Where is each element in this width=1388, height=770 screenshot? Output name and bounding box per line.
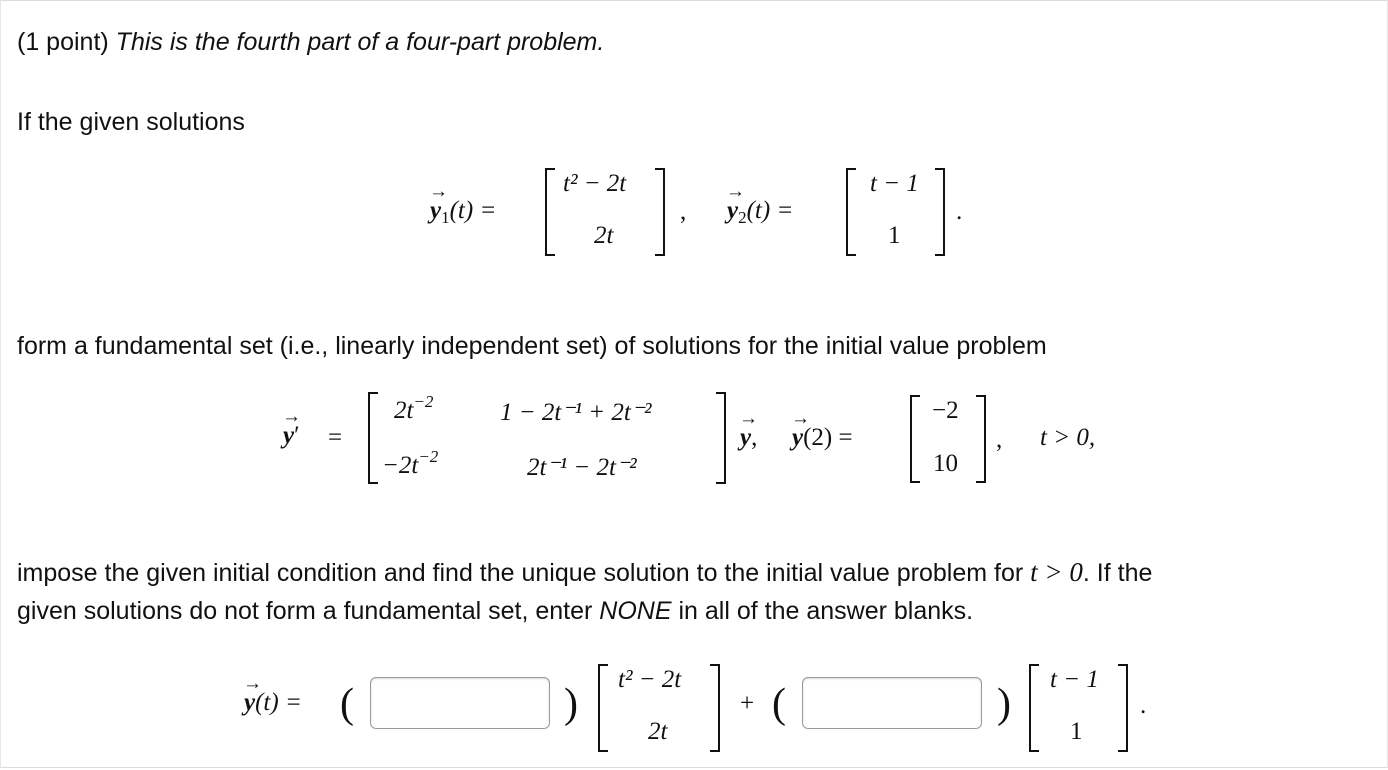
none-keyword: NONE [599,597,672,625]
fundamental-set-text: form a fundamental set (i.e., linearly independent set) of solutions for the initial value problem [17,332,1047,360]
answer-v1-left-bracket [598,664,608,752]
y2-bottom-entry: 1 [888,222,901,249]
answer-right-paren-1: ) [564,681,578,727]
system-equals: = [328,424,343,451]
y2-subscript: 2 [738,208,747,227]
y1-bottom-entry: 2t [594,222,614,249]
y1-vector-symbol: → y [430,197,441,225]
y1-top-entry: t² − 2t [563,170,627,197]
answer-period: . [1140,692,1147,719]
coefficient-1-input[interactable] [370,677,550,729]
y2-vector-symbol: → y [727,197,738,225]
matrix-a11: $2t^{-2}$ [394,392,434,424]
y1-argument: (t) = [449,197,497,224]
intro-text: This is the fourth part of a four-part problem. [115,28,605,56]
ic-bottom-entry: 10 [933,450,958,477]
ic-right-bracket [976,395,986,483]
answer-v2-top: t − 1 [1050,666,1099,693]
impose-text-line2: given solutions do not form a fundamental set, enter NONE in all of the answer blanks. [17,597,974,625]
coefficient-2-input[interactable] [802,677,982,729]
y2-argument: (t) = [746,197,794,224]
system-rhs-vector: → y [740,424,751,452]
answer-left-paren-2: ( [772,681,786,727]
answer-v1-bottom: 2t [648,718,668,745]
answer-v1-top: t² − 2t [618,666,682,693]
matrix-a21: $-2t^{-2}$ [382,447,439,479]
answer-v2-bottom: 1 [1070,718,1083,745]
impose-text-line1: impose the given initial condition and find the unique solution to the initial value problem for t > 0. If the [17,557,1153,587]
answer-left-paren-1: ( [340,681,354,727]
solutions-comma: , [680,198,687,225]
y2-right-bracket [935,168,945,256]
answer-v2-left-bracket [1029,664,1039,752]
matrix-a22: 2t⁻¹ − 2t⁻² [527,454,637,481]
initial-condition-vector: → y [792,424,803,452]
matrix-right-bracket [716,392,726,484]
y2-left-bracket [846,168,856,256]
t-positive-inline: t > 0 [1030,557,1083,587]
system-lhs-vector: → y [283,422,294,450]
ic-comma: , [996,426,1003,453]
ic-left-bracket [910,395,920,483]
answer-v1-right-bracket [710,664,720,752]
answer-v2-right-bracket [1118,664,1128,752]
answer-right-paren-2: ) [997,681,1011,727]
y1-subscript: 1 [441,208,450,227]
given-solutions-text: If the given solutions [17,108,245,136]
y2-top-entry: t − 1 [870,170,919,197]
matrix-a12: 1 − 2t⁻¹ + 2t⁻² [500,399,652,426]
points-label: (1 point) [17,28,109,56]
y1-left-bracket [545,168,555,256]
solutions-period: . [956,198,963,225]
answer-lhs-argument: (t) = [255,689,302,716]
system-separator: , [751,424,758,451]
y1-right-bracket [655,168,665,256]
prime-mark: ′ [294,422,300,449]
initial-condition-argument: (2) = [803,424,853,451]
answer-plus: + [740,690,755,717]
problem-header [17,23,604,61]
answer-lhs-vector: → y [244,689,255,717]
t-condition: t > 0, [1040,424,1096,451]
ic-top-entry: −2 [932,397,959,424]
matrix-left-bracket [368,392,378,484]
